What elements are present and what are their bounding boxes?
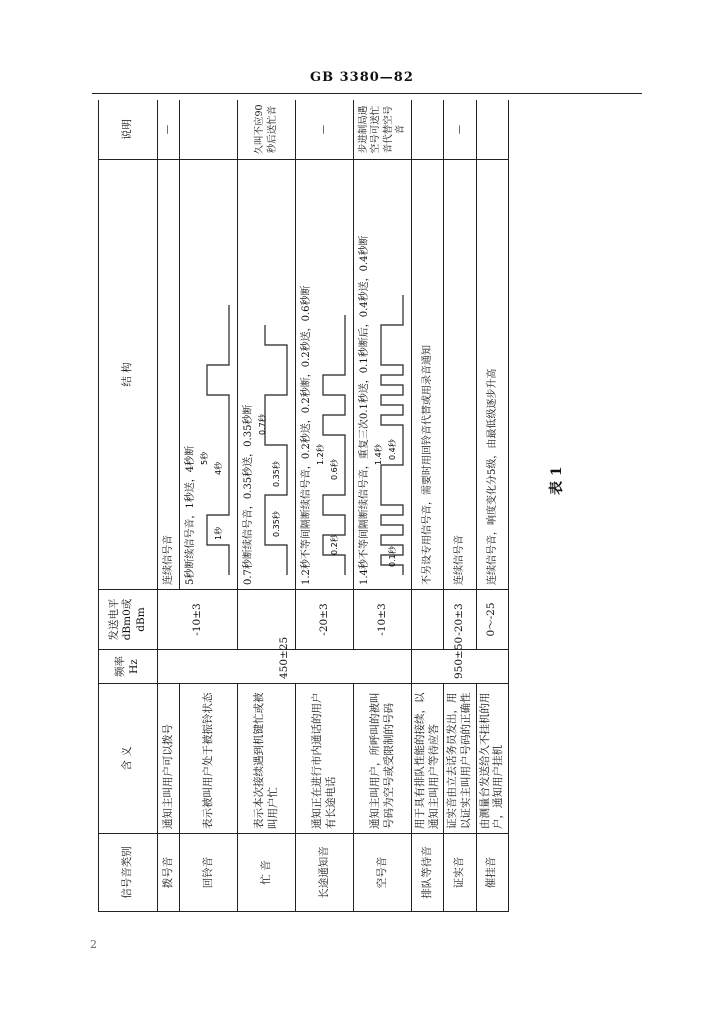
structure-text: 0.7秒断续信号音，0.35秒送，0.35秒断 xyxy=(243,404,254,585)
row-level: 0～-25 xyxy=(476,590,508,650)
row-structure xyxy=(412,160,444,590)
row-meaning: 用于具有排队性能的接续，以通知主叫用户等待应答 xyxy=(412,684,444,834)
row-note: 步进制局遇空号可送忙音代替空号音 xyxy=(354,100,412,160)
freq-group-1 xyxy=(158,636,412,684)
row-structure xyxy=(444,160,476,590)
cadence-on-label: 0.1秒 xyxy=(388,546,397,567)
row-level xyxy=(412,590,444,650)
row-structure xyxy=(296,160,354,590)
cadence-off-label: 0.6秒 xyxy=(330,459,339,480)
col-header-level: 发送电平 dBm0或dBm xyxy=(99,590,158,650)
row-level: -10±3 xyxy=(354,590,412,650)
row-meaning: 表示被叫用户处于被振铃状态 xyxy=(180,684,238,834)
rotated-table-wrapper xyxy=(98,100,636,912)
table-row xyxy=(444,100,476,912)
row-note: 久叫不应90秒后送忙音 xyxy=(238,100,296,160)
row-note xyxy=(412,100,444,160)
row-name: 排队等待音 xyxy=(412,834,444,912)
rotated-table xyxy=(98,100,636,912)
row-note: — xyxy=(444,100,476,160)
cadence-off-label: 0.4秒 xyxy=(388,439,397,460)
row-structure xyxy=(238,160,296,590)
row-structure xyxy=(354,160,412,590)
header-rule xyxy=(92,93,642,94)
cadence-period-label: 5秒 xyxy=(200,451,209,465)
cadence-diagram xyxy=(257,285,293,585)
row-name: 忙 音 xyxy=(238,834,296,912)
freq-value: 450±25 xyxy=(277,636,290,679)
table-row xyxy=(180,100,238,912)
row-meaning: 证实音由立去话务员发出，用以证实主叫用户号码的正确性 xyxy=(444,684,476,834)
cadence-diagram xyxy=(373,285,409,585)
table-header-row xyxy=(99,100,158,912)
row-note: — xyxy=(158,100,180,160)
table-row xyxy=(412,100,444,912)
row-name: 长途通知音 xyxy=(296,834,354,912)
structure-text: 5秒断续信号音，1秒送，4秒断 xyxy=(185,445,196,585)
freq-value: 950±50 xyxy=(453,636,466,679)
table-row xyxy=(158,100,180,912)
cadence-period-label: 1.2秒 xyxy=(316,444,325,465)
row-structure xyxy=(158,160,180,590)
table-title: 表 1 xyxy=(549,466,565,495)
row-name: 拨号音 xyxy=(158,834,180,912)
table-row xyxy=(476,100,508,912)
structure-text: 1.2秒不等间隔断续信号音，0.2秒送，0.2秒断，0.2秒送，0.6秒断 xyxy=(301,285,312,585)
cadence-waveform xyxy=(265,325,287,575)
row-name: 空号音 xyxy=(354,834,412,912)
structure-text: 连续信号音，响度变化分5级，由最低级逐步升高 xyxy=(486,368,498,585)
row-meaning: 由测量台发送给久不挂机的用户，通知用户挂机 xyxy=(476,684,508,834)
signal-tone-table xyxy=(98,100,509,912)
col-header-freq: 频率 Hz xyxy=(99,650,158,684)
structure-text: 1.4秒不等间隔断续信号音，重复三次0.1秒送，0.1秒断后，0.4秒送，0.4秒断 xyxy=(359,235,370,585)
structure-text: 不另设专用信号音，需要时用回铃音代替或用录音通知 xyxy=(422,345,434,585)
freq-group-2 xyxy=(412,636,509,684)
cadence-diagram xyxy=(315,285,351,585)
col-header-meaning: 含 义 xyxy=(99,684,158,834)
cadence-off-label: 0.35秒 xyxy=(272,461,281,487)
cadence-period-label: 0.7秒 xyxy=(258,414,267,435)
cadence-diagram xyxy=(199,285,235,585)
row-name: 催挂音 xyxy=(476,834,508,912)
row-name: 回铃音 xyxy=(180,834,238,912)
col-header-structure: 结 构 xyxy=(99,160,158,590)
cadence-on-label: 0.2秒 xyxy=(330,534,339,555)
col-header-note: 说明 xyxy=(99,100,158,160)
cadence-period-label: 1.4秒 xyxy=(374,444,383,465)
row-meaning: 通知主叫用户可以拨号 xyxy=(158,684,180,834)
row-level: -20±3 xyxy=(296,590,354,650)
cadence-on-label: 1秒 xyxy=(214,526,223,540)
table-row xyxy=(296,100,354,912)
structure-text: 连续信号音 xyxy=(163,535,174,585)
standard-header: GB 3380—82 xyxy=(310,70,414,85)
cadence-waveform xyxy=(381,295,403,575)
row-level: -10±3 xyxy=(158,590,238,650)
row-structure xyxy=(180,160,238,590)
table-row xyxy=(354,100,412,912)
row-meaning: 通知主叫用户，所呼叫的被叫号码为空号或受限制的号码 xyxy=(354,684,412,834)
page-number: 2 xyxy=(90,938,97,951)
row-note xyxy=(476,100,508,160)
cadence-off-label: 4秒 xyxy=(214,461,223,475)
row-note xyxy=(180,100,238,160)
row-name: 证实音 xyxy=(444,834,476,912)
row-structure xyxy=(476,160,508,590)
col-header-name: 信号音类别 xyxy=(99,834,158,912)
structure-text: 连续信号音 xyxy=(454,535,466,585)
row-meaning: 表示本次接续遇到机键忙或被叫用户忙 xyxy=(238,684,296,834)
row-level: -20±3 xyxy=(444,590,476,650)
table-row xyxy=(238,100,296,912)
cadence-on-label: 0.35秒 xyxy=(272,511,281,537)
row-meaning: 通知正在进行市内通话的用户有长途电话 xyxy=(296,684,354,834)
row-note: — xyxy=(296,100,354,160)
